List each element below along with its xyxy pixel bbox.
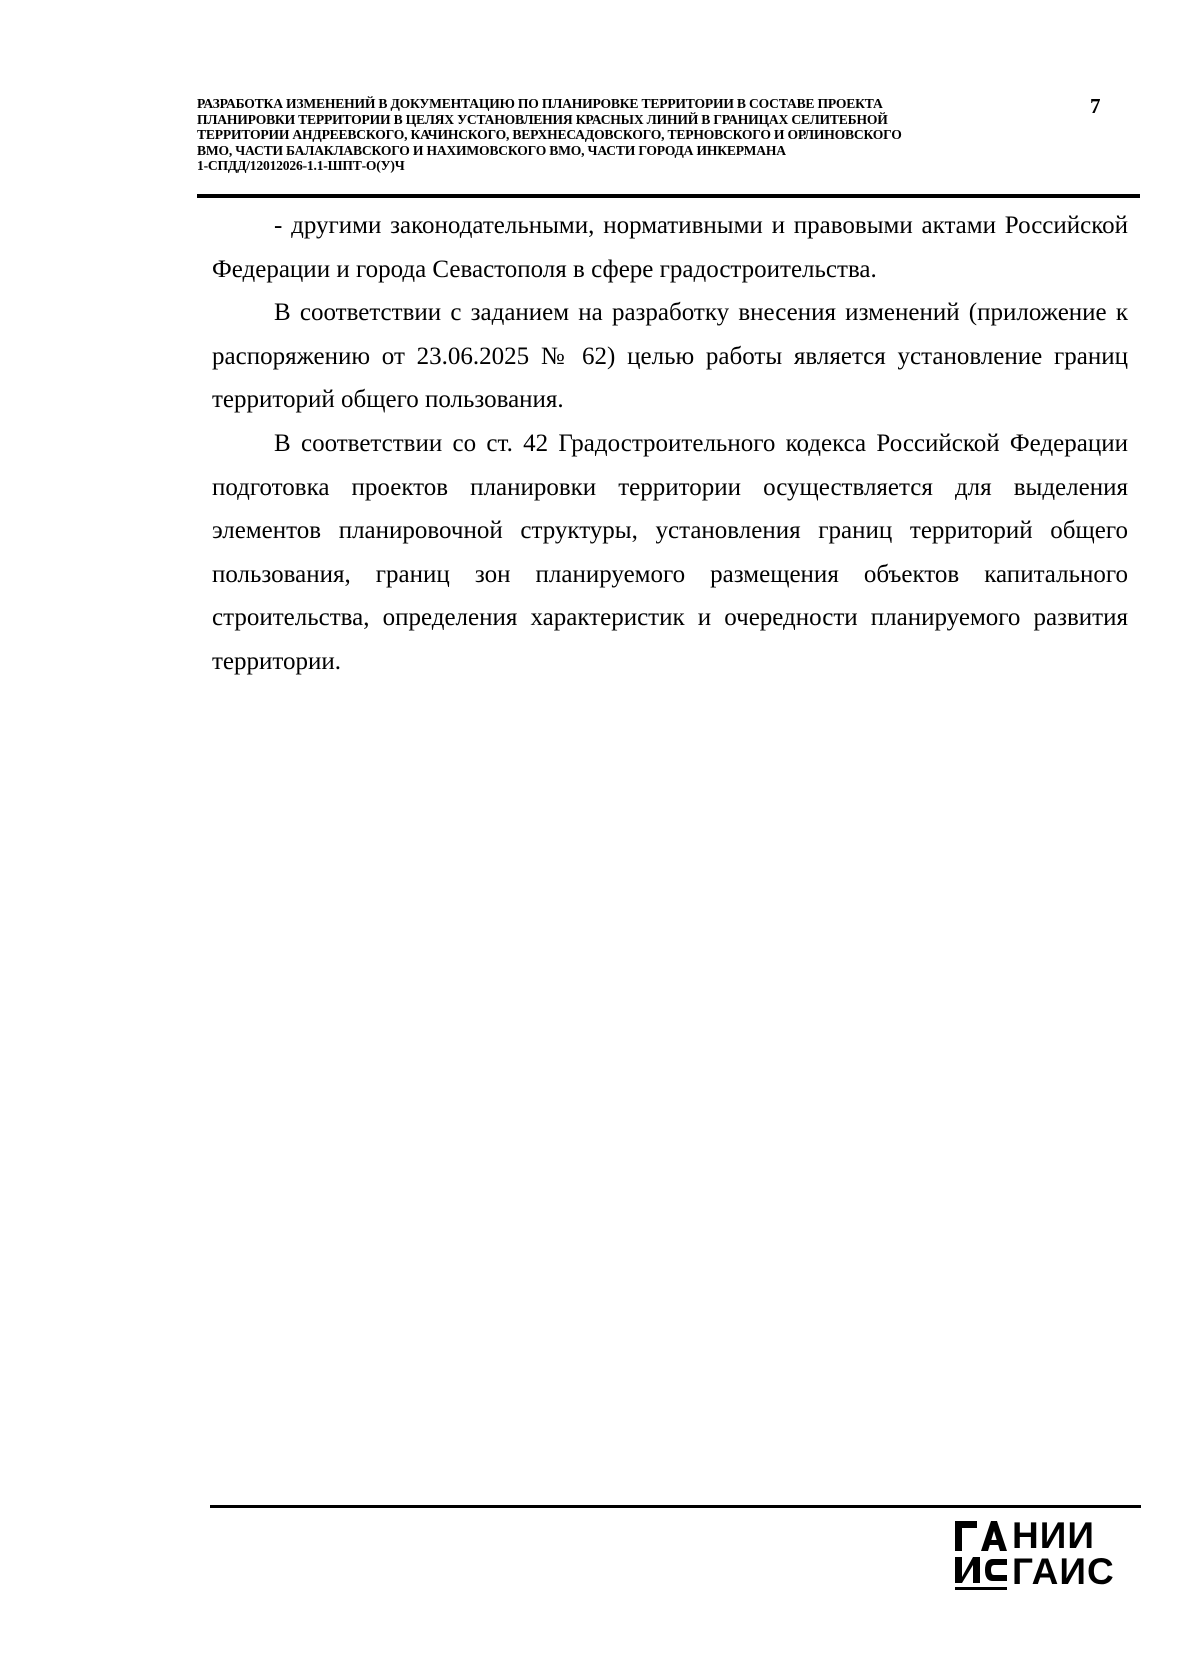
logo-text-gais: ГАИС: [1012, 1551, 1115, 1592]
header-divider: [197, 194, 1140, 198]
header-line: ТЕРРИТОРИИ АНДРЕЕВСКОГО, КАЧИНСКОГО, ВЕРХНЕСАДОВСКОГО, ТЕРНОВСКОГО И ОРЛИНОВСКОГО: [197, 127, 902, 143]
page-number: 7: [1090, 94, 1101, 118]
header-document-code: 1-СПДД/12012026-1.1-ШПТ-О(У)Ч: [197, 158, 405, 174]
paragraph: В соответствии с заданием на разработку внесения изменений (приложение к распоряжению от 23.06.2025 № 62) целью работы является установление границ территорий общего пользования.: [212, 299, 1128, 414]
document-body: [212, 204, 1128, 684]
header-line: ВМО, ЧАСТИ БАЛАКЛАВСКОГО И НАХИМОВСКОГО ВМО, ЧАСТИ ГОРОДА ИНКЕРМАНА: [197, 142, 786, 158]
paragraph: В соответствии со ст. 42 Градостроительного кодекса Российской Федерации подготовка проектов планировки территории осуществляется для выделения элементов планировочной структуры, установления границ территорий общего пользования, границ зон планируемого размещения объектов капитального строительства, определения характеристик и очередности планируемого развития территории.: [212, 429, 1128, 675]
header-line: ПЛАНИРОВКИ ТЕРРИТОРИИ В ЦЕЛЯХ УСТАНОВЛЕНИЯ КРАСНЫХ ЛИНИЙ В ГРАНИЦАХ СЕЛИТЕБНОЙ: [197, 111, 888, 127]
paragraph: - другими законодательными, нормативными и правовыми актами Российской Федерации и города Севастополя в сфере градостроительства.: [212, 212, 1128, 283]
logo-mark-icon: [955, 1517, 1007, 1593]
nii-gais-logo: [955, 1517, 1125, 1593]
footer-divider: [210, 1505, 1141, 1508]
document-header: [197, 96, 1057, 174]
header-line: РАЗРАБОТКА ИЗМЕНЕНИЙ В ДОКУМЕНТАЦИЮ ПО ПЛАНИРОВКЕ ТЕРРИТОРИИ В СОСТАВЕ ПРОЕКТА: [197, 96, 883, 111]
logo-text-nii: НИИ: [1012, 1515, 1095, 1556]
